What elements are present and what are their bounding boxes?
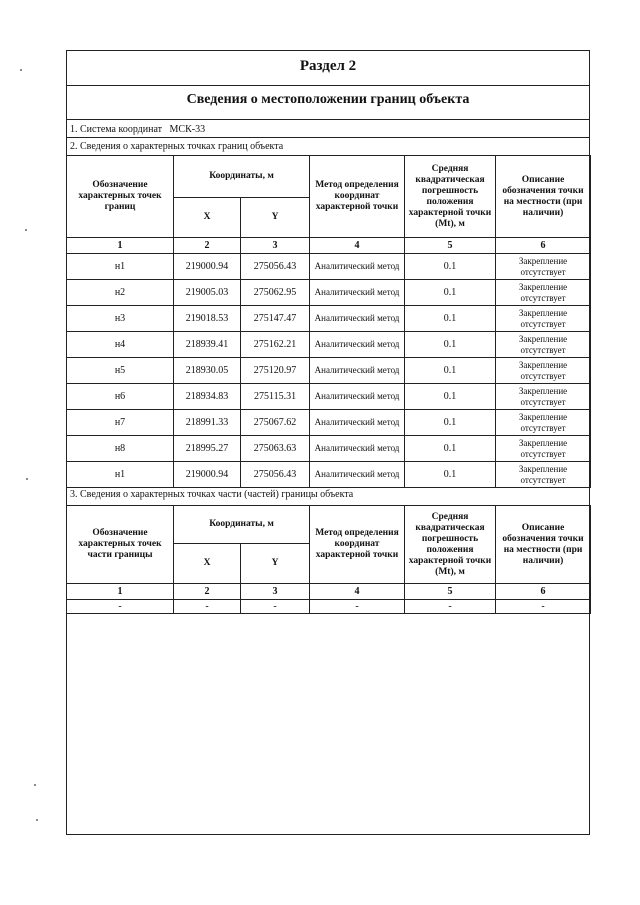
description-cell: Закрепление отсутствует [496,358,591,384]
col-number: 3 [241,584,310,600]
error-cell: 0.1 [405,436,496,462]
x-coordinate-cell: 218930.05 [174,358,241,384]
empty-cell: - [405,600,496,614]
empty-cell: - [174,600,241,614]
method-cell: Аналитический метод [310,436,405,462]
scan-speck [26,478,28,480]
col-number: 5 [405,238,496,254]
description-cell: Закрепление отсутствует [496,332,591,358]
part-boundary-points-table [66,505,591,614]
header-description: Описание обозначения точки на местности (при наличии) [496,156,591,238]
header-y: Y [241,198,310,238]
y-coordinate-cell: 275115.31 [241,384,310,410]
coordinate-system-value: МСК-33 [169,124,206,135]
method-cell: Аналитический метод [310,332,405,358]
scan-speck [25,229,27,231]
x-coordinate-cell: 218991.33 [174,410,241,436]
point-id-cell: н8 [67,436,174,462]
x-coordinate-cell: 218939.41 [174,332,241,358]
point-id-cell: н7 [67,410,174,436]
col-number: 5 [405,584,496,600]
error-cell: 0.1 [405,254,496,280]
empty-cell: - [496,600,591,614]
table-row [67,436,591,462]
boundary-points-rows [67,254,591,488]
description-cell: Закрепление отсутствует [496,306,591,332]
column-numbers-row [67,584,591,600]
method-cell: Аналитический метод [310,280,405,306]
divider [67,119,589,120]
header-method: Метод определения координат характерной точки [310,506,405,584]
point-id-cell: н1 [67,254,174,280]
description-cell: Закрепление отсутствует [496,254,591,280]
empty-cell: - [67,600,174,614]
method-cell: Аналитический метод [310,306,405,332]
coordinate-system-label: 1. Система координат [70,124,163,135]
table-row [67,462,591,488]
error-cell: 0.1 [405,280,496,306]
col-number: 1 [67,584,174,600]
col-number: 2 [174,584,241,600]
point-id-cell: н3 [67,306,174,332]
empty-cell: - [241,600,310,614]
x-coordinate-cell: 219018.53 [174,306,241,332]
col-number: 6 [496,584,591,600]
table-row [67,410,591,436]
col-number: 2 [174,238,241,254]
header-designation: Обозначение характерных точек границ [67,156,174,238]
error-cell: 0.1 [405,384,496,410]
point-id-cell: н5 [67,358,174,384]
section-title: Раздел 2 [299,58,357,74]
y-coordinate-cell: 275120.97 [241,358,310,384]
error-cell: 0.1 [405,306,496,332]
col-number: 1 [67,238,174,254]
section-subtitle: Сведения о местоположении границ объекта [186,92,470,107]
header-coordinates: Координаты, м [174,156,310,198]
header-x: X [174,198,241,238]
y-coordinate-cell: 275056.43 [241,462,310,488]
divider [67,137,589,138]
header-method: Метод определения координат характерной точки [310,156,405,238]
y-coordinate-cell: 275063.63 [241,436,310,462]
error-cell: 0.1 [405,358,496,384]
x-coordinate-cell: 218934.83 [174,384,241,410]
scan-speck [36,819,38,821]
point-id-cell: н4 [67,332,174,358]
column-numbers-row [67,238,591,254]
col-number: 4 [310,584,405,600]
boundary-points-heading: 2. Сведения о характерных точках границ объекта [70,141,284,152]
table-row [67,306,591,332]
header-x: X [174,544,241,584]
y-coordinate-cell: 275062.95 [241,280,310,306]
table-row [67,384,591,410]
method-cell: Аналитический метод [310,384,405,410]
table-row [67,600,591,614]
table-row [67,280,591,306]
x-coordinate-cell: 218995.27 [174,436,241,462]
x-coordinate-cell: 219000.94 [174,462,241,488]
description-cell: Закрепление отсутствует [496,436,591,462]
coordinate-system-line [70,124,205,135]
y-coordinate-cell: 275147.47 [241,306,310,332]
point-id-cell: н6 [67,384,174,410]
scan-speck [20,69,22,71]
x-coordinate-cell: 219005.03 [174,280,241,306]
x-coordinate-cell: 219000.94 [174,254,241,280]
col-number: 4 [310,238,405,254]
error-cell: 0.1 [405,462,496,488]
method-cell: Аналитический метод [310,410,405,436]
header-designation: Обозначение характерных точек части границы [67,506,174,584]
error-cell: 0.1 [405,332,496,358]
description-cell: Закрепление отсутствует [496,462,591,488]
part-boundary-heading: 3. Сведения о характерных точках части (частей) границы объекта [70,489,354,500]
header-error: Средняя квадратическая погрешность положения характерной точки (Mt), м [405,506,496,584]
point-id-cell: н2 [67,280,174,306]
scan-speck [34,784,36,786]
y-coordinate-cell: 275162.21 [241,332,310,358]
description-cell: Закрепление отсутствует [496,280,591,306]
error-cell: 0.1 [405,410,496,436]
table-row [67,332,591,358]
header-coordinates: Координаты, м [174,506,310,544]
point-id-cell: н1 [67,462,174,488]
header-description: Описание обозначения точки на местности (при наличии) [496,506,591,584]
method-cell: Аналитический метод [310,358,405,384]
description-cell: Закрепление отсутствует [496,384,591,410]
table-row [67,358,591,384]
boundary-points-table [66,155,591,488]
header-error: Средняя квадратическая погрешность положения характерной точки (Mt), м [405,156,496,238]
header-y: Y [241,544,310,584]
y-coordinate-cell: 275056.43 [241,254,310,280]
col-number: 6 [496,238,591,254]
method-cell: Аналитический метод [310,462,405,488]
table-row [67,254,591,280]
method-cell: Аналитический метод [310,254,405,280]
col-number: 3 [241,238,310,254]
empty-cell: - [310,600,405,614]
y-coordinate-cell: 275067.62 [241,410,310,436]
divider [67,85,589,86]
description-cell: Закрепление отсутствует [496,410,591,436]
